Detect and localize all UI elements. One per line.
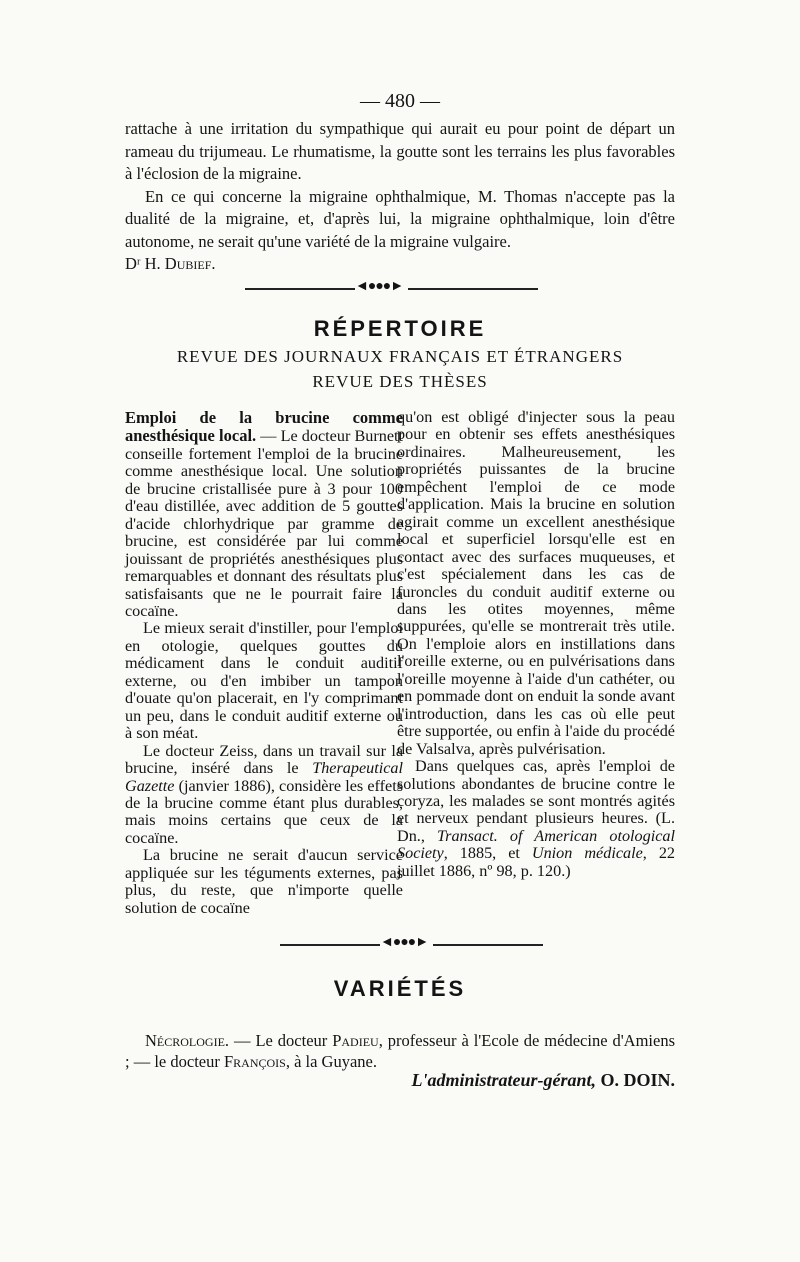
- necrologie-name-1: Padieu: [332, 1031, 379, 1050]
- article-text-6a: Dans quelques cas, après l'emploi de solutions abondantes de brucine contre le coryza, les malades se sont montrés agités et nerveux pendant plusieurs heures. (L. Dn.,: [397, 757, 675, 845]
- article-text-1: — Le docteur Burnett conseille fortement l'emploi de la brucine comme anesthésique local. Une solution de brucine cristallisée pure à 3 pour 100 d'eau distillée, avec addition de 5 gouttes d'acide chlorhydrique par gramme de brucine, est considérée par lui comme jouissant de propriétés anesthésiques plus remarquables et donnant des résultats plus satisfaisants que ne le pourrait faire la cocaïne.: [125, 427, 404, 620]
- ornament-center: ◄●●●►: [355, 279, 404, 294]
- article-paragraph-2: Le mieux serait d'instiller, pour l'emploi en otologie, quelques gouttes du médicament dans le conduit auditif externe, ou d'en imbiber un tampon d'ouate qu'on placerait, en l'y comprimant un peu, dans le conduit auditif externe ou à son méat.: [125, 619, 403, 743]
- article-text-3b: (janvier 1886), considère les effets de la brucine comme étant plus durables, mais moins certains que ceux de la cocaïne.: [125, 776, 404, 847]
- varietes-title: VARIÉTÉS: [333, 976, 467, 1001]
- necrologie-text-c: , à la Guyane.: [285, 1052, 377, 1071]
- article-column-left: [125, 409, 403, 917]
- ornament-rule-left: [245, 288, 355, 290]
- repertoire-title: RÉPERTOIRE: [313, 316, 487, 341]
- administrator-title: L'administrateur-gérant,: [411, 1070, 596, 1090]
- necrologie-label: Nécrologie.: [145, 1031, 230, 1050]
- repertoire-subtitle-theses: REVUE DES THÈSES: [312, 372, 488, 391]
- ornament-rule-right-2: [433, 944, 543, 946]
- intro-paragraph-2: En ce qui concerne la migraine ophthalmique, M. Thomas n'accepte pas la dualité de la migraine, et, d'après lui, la migraine ophthalmique, loin d'être autonome, ne serait qu'une variété de la migraine vulgaire.: [125, 186, 675, 251]
- necrologie-notice: [125, 1030, 675, 1072]
- article-paragraph-3: [125, 743, 403, 848]
- journal-title: Therapeutical Gazette: [125, 759, 404, 795]
- necrologie-text-b: , professeur à l'Ecole de médecine d'Amiens ; — le docteur: [125, 1031, 676, 1071]
- reference-1: Transact. of American otological Society: [397, 826, 676, 863]
- intro-section: [125, 118, 675, 276]
- ornament-center-2: ◄●●●►: [380, 935, 429, 950]
- page-number: — 480 —: [360, 90, 440, 112]
- administrator-line: [125, 1070, 675, 1091]
- necrologie-name-2: François: [223, 1052, 286, 1071]
- intro-paragraph-1: rattache à une irritation du sympathique qui aurait eu pour point de départ un rameau du trijumeau. Le rhumatisme, la goutte sont les terrains les plus favorables à l'éclosion de la migraine.: [125, 119, 675, 183]
- article-text-6b: , 1885, et: [443, 844, 520, 863]
- reference-2: Union médicale: [531, 844, 643, 863]
- article-paragraph-6: [397, 758, 675, 880]
- administrator-name: O. DOIN.: [600, 1070, 675, 1090]
- author-signature: Dʳ H. Dubief.: [125, 254, 216, 273]
- article-column-right: [397, 409, 675, 880]
- article-paragraph-1: [125, 409, 403, 620]
- necrologie-text-a: — Le docteur: [234, 1031, 328, 1050]
- article-text-6c: , 22 juillet 1886, nº 98, p. 120.): [397, 844, 676, 880]
- ornament-rule-left-2: [280, 944, 380, 946]
- ornament-rule-right: [408, 288, 538, 290]
- repertoire-subtitle-journals: REVUE DES JOURNAUX FRANÇAIS ET ÉTRANGERS: [176, 347, 624, 366]
- article-text-3a: Le docteur Zeiss, dans un travail sur la brucine, inséré dans le: [125, 741, 403, 778]
- article-paragraph-5: qu'on est obligé d'injecter sous la peau pour en obtenir ses effets anesthésiques ordinaires. Malheureusement, les propriétés puissantes de la brucine empêchent l'emploi de ce mode d'application. Mais la brucine en solution agirait comme un excellent anesthésique local et superficiel lorsqu'elle est en contact avec des surfaces muqueuses, et c'est spécialement dans les cas de furoncles du conduit auditif externe ou dans les otites moyennes, même suppurées, qu'elle se montrerait très utile. On l'emploie alors en instillations dans l'oreille externe, ou en pulvérisations dans l'oreille moyenne à l'aide d'un cathéter, ou en pommade dont on enduit la sonde avant l'introduction, dans les cas où elle peut être supportée, ou enfin à l'aide du procédé de Valsalva, après pulvérisation.: [397, 408, 675, 758]
- article-headline: Emploi de la brucine comme anesthésique local.: [125, 408, 403, 446]
- article-paragraph-4: La brucine ne serait d'aucun service appliquée sur les téguments externes, pas plus, du reste, que n'importe quelle solution de cocaïne: [125, 846, 403, 917]
